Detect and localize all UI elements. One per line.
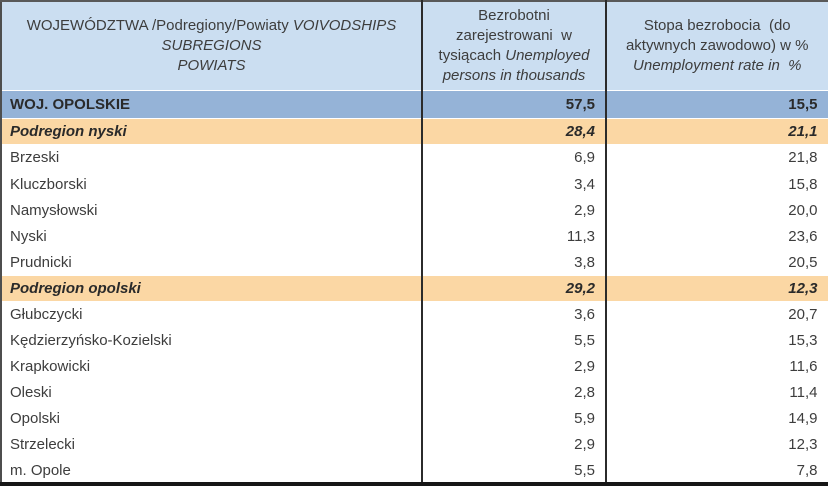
unemployed-value: 2,9 [422,354,606,380]
table-row-voivodship [1,91,828,119]
header-region-en1: VOIVODSHIPS [292,17,397,35]
table-row [1,354,828,380]
header-region-en2: SUBREGIONS [161,37,262,55]
rate-value: 15,8 [606,171,828,197]
region-name: Podregion opolski [1,275,422,301]
rate-value: 23,6 [606,223,828,249]
table-row [1,327,828,353]
table-row-subregion [1,119,828,145]
region-name: Kędzierzyńsko-Kozielski [1,327,422,353]
unemployed-value: 3,8 [422,249,606,275]
region-name: Podregion nyski [1,119,422,145]
region-name: Głubczycki [1,301,422,327]
table-row [1,458,828,484]
unemployed-value: 6,9 [422,145,606,171]
region-name: Namysłowski [1,197,422,223]
unemployed-value: 5,5 [422,458,606,484]
unemployed-value: 5,5 [422,327,606,353]
rate-value: 15,5 [606,91,828,119]
rate-value: 14,9 [606,406,828,432]
rate-value: 20,7 [606,301,828,327]
rate-value: 11,4 [606,380,828,406]
header-rate-en: Unemployment rate in % [633,57,802,75]
rate-value: 21,1 [606,119,828,145]
table-header-row [1,1,828,91]
region-name: Nyski [1,223,422,249]
region-name: m. Opole [1,458,422,484]
unemployed-value: 28,4 [422,119,606,145]
region-name: Krapkowicki [1,354,422,380]
table-row [1,197,828,223]
table-row [1,171,828,197]
table-row [1,249,828,275]
rate-value: 12,3 [606,275,828,301]
rate-value: 15,3 [606,327,828,353]
table-row [1,145,828,171]
rate-value: 12,3 [606,432,828,458]
header-region-pl: WOJEWÓDZTWA /Podregiony/Powiaty [26,17,289,35]
unemployed-value: 5,9 [422,406,606,432]
unemployed-value: 2,8 [422,380,606,406]
table-row [1,432,828,458]
header-unemployed-en: Unemployed persons in thousands [442,47,594,85]
unemployed-value: 11,3 [422,223,606,249]
unemployed-value: 2,9 [422,197,606,223]
rate-value: 11,6 [606,354,828,380]
unemployed-value: 29,2 [422,275,606,301]
region-name: Prudnicki [1,249,422,275]
table-row [1,223,828,249]
rate-value: 20,0 [606,197,828,223]
rate-value: 21,8 [606,145,828,171]
column-header-rate [606,1,828,91]
region-name: Opolski [1,406,422,432]
region-name: Strzelecki [1,432,422,458]
region-name: Brzeski [1,145,422,171]
region-name: Kluczborski [1,171,422,197]
rate-value: 7,8 [606,458,828,484]
region-name: WOJ. OPOLSKIE [1,91,422,119]
region-name: Oleski [1,380,422,406]
table-row [1,301,828,327]
header-region-en3: POWIATS [177,57,246,75]
header-unemployed-pl: Bezrobotni zarejestrowani w tysiącach [438,7,577,65]
table-row-subregion [1,275,828,301]
unemployed-value: 57,5 [422,91,606,119]
column-header-unemployed [422,1,606,91]
unemployed-value: 3,6 [422,301,606,327]
column-header-region [1,1,422,91]
table-row [1,380,828,406]
rate-value: 20,5 [606,249,828,275]
table-row [1,406,828,432]
unemployed-value: 2,9 [422,432,606,458]
header-rate-pl: Stopa bezrobocia (do aktywnych zawodowo) w % [625,17,809,55]
unemployed-value: 3,4 [422,171,606,197]
